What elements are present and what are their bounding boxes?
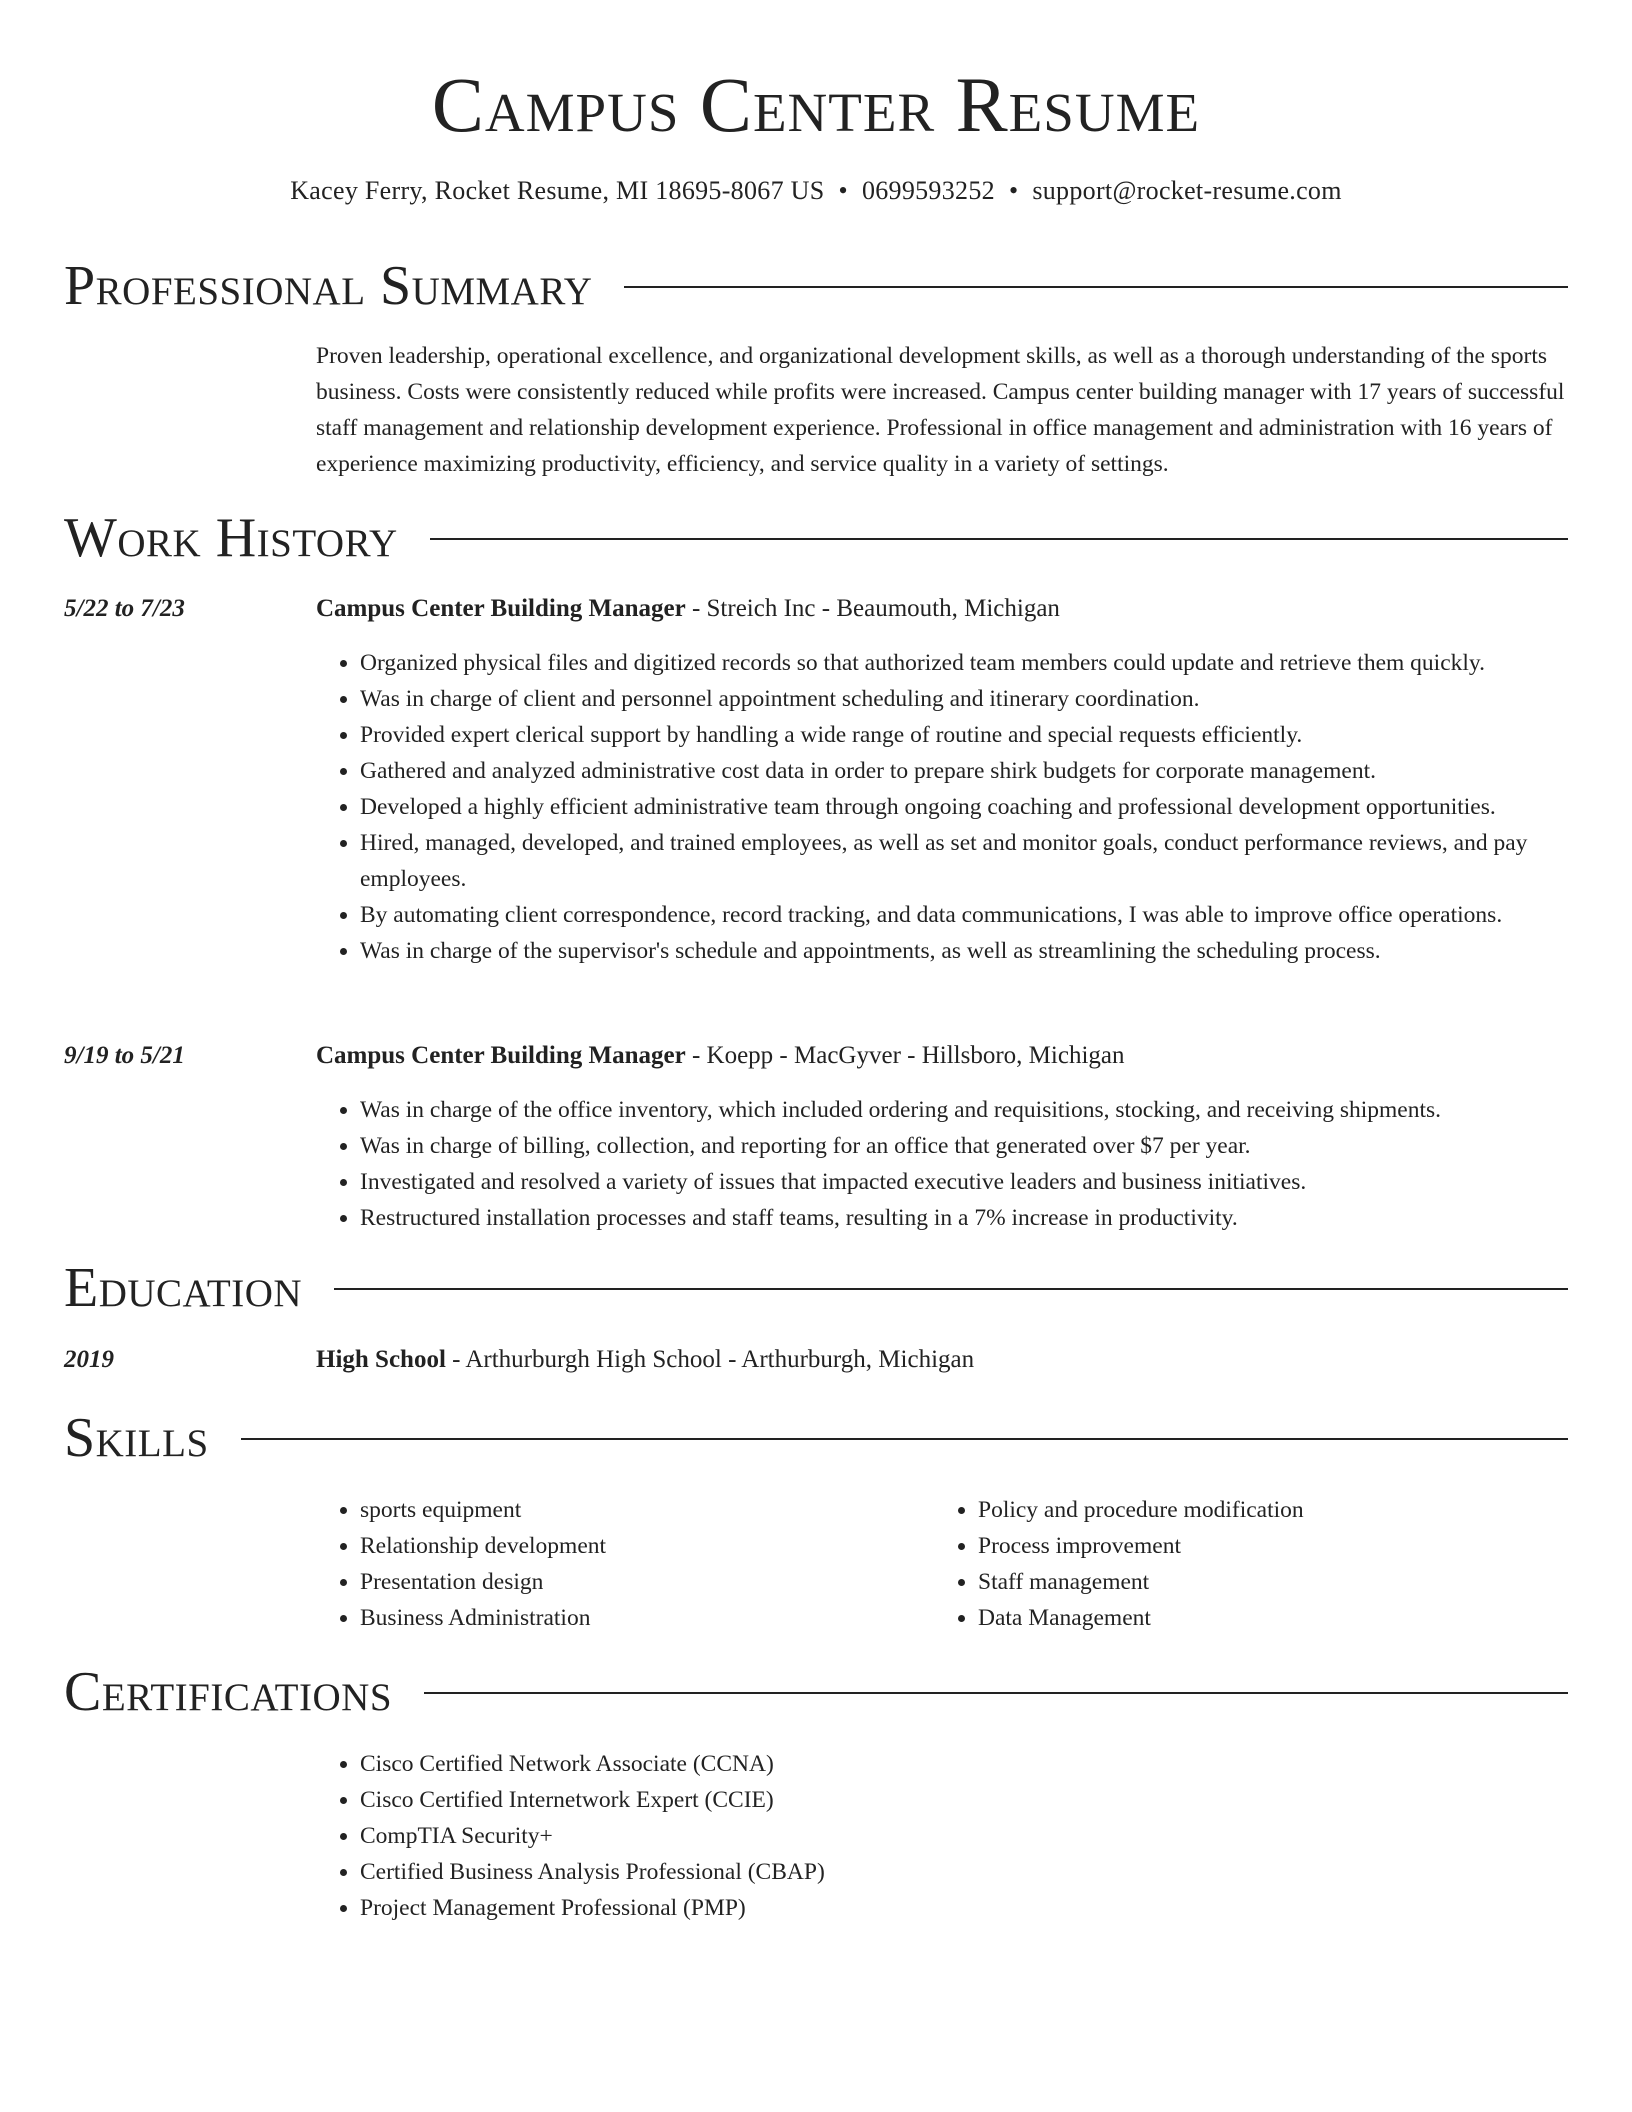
contact-separator: • [838,176,848,205]
section-divider [424,1692,1568,1694]
list-item: • Business Administration [360,1600,916,1636]
list-item: • CompTIA Security+ [360,1818,1576,1854]
list-item: • sports equipment [360,1492,916,1528]
section-divider [624,286,1568,288]
section-divider [334,1288,1568,1290]
job-bullets [316,1092,1576,1236]
list-item: • Restructured installation processes and staff teams, resulting in a 7% increase in productivity. [360,1200,1576,1236]
job-title: Campus Center Building Manager [316,595,686,622]
list-item: • Gathered and analyzed administrative cost data in order to prepare shirk budgets for corporate management. [360,753,1576,789]
section-heading-education [64,1256,1568,1320]
contact-line [0,174,1632,208]
list-item: • By automating client correspondence, record tracking, and data communications, I was able to improve office operations. [360,897,1576,933]
list-item: • Investigated and resolved a variety of issues that impacted executive leaders and business initiatives. [360,1164,1576,1200]
job-bullets [316,645,1576,969]
section-heading-skills [64,1406,1568,1470]
list-item: • Policy and procedure modification [978,1492,1534,1528]
list-item: • Was in charge of the office inventory, which included ordering and requisitions, stocking, and receiving shipments. [360,1092,1576,1128]
contact-phone: 0699593252 [861,176,995,205]
job-detail: - Streich Inc - Beaumouth, Michigan [685,595,1060,622]
section-heading-summary [64,254,1568,318]
education-heading [316,1342,1568,1378]
list-item: • Was in charge of the supervisor's schedule and appointments, as well as streamlining the scheduling process. [360,933,1576,969]
list-item: • Staff management [978,1564,1534,1600]
contact-separator: • [1008,176,1019,205]
list-item: • Developed a highly efficient administrative team through ongoing coaching and professional development opportunities. [360,789,1576,825]
page-title: Campus Center Resume [431,61,1201,148]
list-item: • Was in charge of client and personnel appointment scheduling and itinerary coordination. [360,681,1576,717]
skills-list-left [316,1492,916,1636]
section-heading-work [64,506,1568,570]
job-dates: 5/22 to 7/23 [64,595,185,622]
section-title: Professional Summary [64,255,593,317]
section-divider [430,538,1568,540]
summary-text: Proven leadership, operational excellence, and organizational development skills, as well as a thorough understanding of the sports business. Costs were consistently reduced while profits were increased. Campus center building manager with 17 years of successful staff management and relationship development experience. Professional in office management and administration with 16 years of experience maximizing productivity, efficiency, and service quality in a variety of settings. [316,343,1565,477]
certifications-list [316,1746,1576,1926]
list-item: • Relationship development [360,1528,916,1564]
section-title: Education [64,1257,303,1319]
section-title: Certifications [64,1661,393,1723]
section-title: Work History [64,507,398,569]
list-item: • Hired, managed, developed, and trained employees, as well as set and monitor goals, conduct performance reviews, and pay employees. [360,825,1576,897]
education-detail: - Arthurburgh High School - Arthurburgh, Michigan [445,1346,975,1373]
list-item: • Presentation design [360,1564,916,1600]
job-heading [316,591,1568,627]
job-detail: - Koepp - MacGyver - Hillsboro, Michigan [685,1042,1125,1069]
education-dates: 2019 [64,1346,114,1373]
list-item: • Cisco Certified Network Associate (CCNA) [360,1746,1576,1782]
list-item: • Cisco Certified Internetwork Expert (CCIE) [360,1782,1576,1818]
education-degree: High School [316,1346,446,1373]
list-item: • Was in charge of billing, collection, and reporting for an office that generated over $7 per year. [360,1128,1576,1164]
contact-email: support@rocket-resume.com [1032,176,1342,205]
section-heading-certifications [64,1660,1568,1724]
list-item: • Data Management [978,1600,1534,1636]
list-item: • Provided expert clerical support by handling a wide range of routine and special requests efficiently. [360,717,1576,753]
list-item: • Organized physical files and digitized records so that authorized team members could update and retrieve them quickly. [360,645,1576,681]
job-heading [316,1038,1568,1074]
list-item: • Certified Business Analysis Professional (CBAP) [360,1854,1576,1890]
contact-address: Kacey Ferry, Rocket Resume, MI 18695-8067 US [290,176,825,205]
list-item: • Project Management Professional (PMP) [360,1890,1576,1926]
section-divider [241,1438,1568,1440]
job-title: Campus Center Building Manager [316,1042,686,1069]
job-dates: 9/19 to 5/21 [64,1042,185,1069]
skills-list-right [934,1492,1534,1636]
list-item: • Process improvement [978,1528,1534,1564]
section-title: Skills [64,1407,209,1469]
